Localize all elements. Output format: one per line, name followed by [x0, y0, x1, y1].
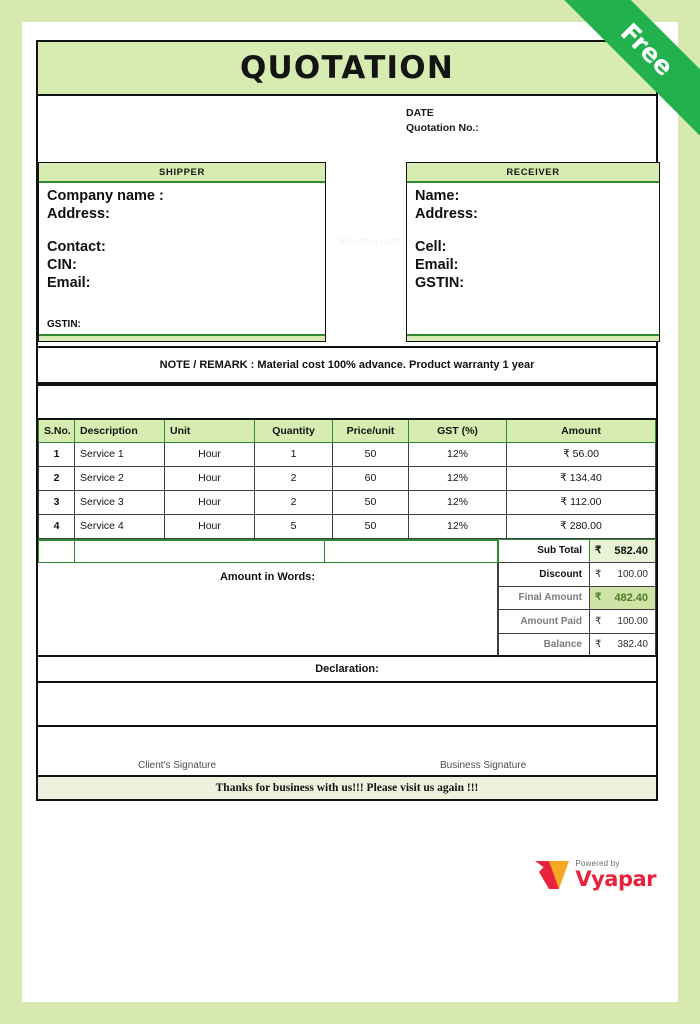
- amount-paid-label: Amount Paid: [498, 610, 590, 634]
- blank-ruled-table: [38, 540, 498, 563]
- vyapar-logo: [535, 860, 656, 890]
- total-row-sub-total: [498, 540, 656, 564]
- shipper-contact: Contact:: [47, 238, 106, 255]
- currency-symbol: ₹: [595, 545, 602, 557]
- receiver-box: [406, 162, 660, 342]
- vyapar-mark-icon: [535, 860, 569, 890]
- totals-column: [498, 540, 656, 658]
- column-header-price: Price/unit: [333, 419, 409, 442]
- column-header-sno: S.No.: [39, 419, 75, 442]
- free-ribbon-label: Free: [614, 17, 680, 82]
- blank-cell-rest: [325, 540, 498, 562]
- cell-quantity: 5: [255, 514, 333, 538]
- final-amount-amount: 482.40: [614, 591, 648, 604]
- currency-symbol: ₹: [595, 568, 602, 580]
- sub-total-value: [590, 540, 656, 564]
- cell-price: 50: [333, 514, 409, 538]
- shipper-heading: SHIPPER: [39, 163, 325, 183]
- discount-value: [590, 563, 656, 587]
- cell-price: 50: [333, 442, 409, 466]
- final-amount-label: Final Amount: [498, 587, 590, 611]
- vyapar-brand-name: Vyapar: [575, 867, 656, 891]
- total-row-balance: [498, 634, 656, 658]
- column-header-gst: GST (%): [409, 419, 507, 442]
- shipper-footer-strip: [39, 334, 325, 341]
- receiver-name: Name:: [415, 188, 460, 204]
- receiver-heading: RECEIVER: [407, 163, 659, 183]
- receiver-email: Email:: [415, 256, 459, 273]
- table-row[interactable]: [39, 490, 656, 514]
- receiver-cell: Cell:: [415, 238, 447, 255]
- table-row[interactable]: [39, 514, 656, 538]
- balance-amount: 382.40: [617, 638, 648, 650]
- watermark-text: Restaurant: [338, 236, 402, 248]
- total-row-discount: [498, 563, 656, 587]
- total-row-amount-paid: [498, 610, 656, 634]
- sub-total-label: Sub Total: [498, 540, 590, 564]
- parties-section: [38, 162, 656, 346]
- cell-amount: ₹ 56.00: [507, 442, 656, 466]
- items-table-header-row: [39, 419, 656, 442]
- page-title: QUOTATION: [240, 50, 454, 86]
- currency-symbol: ₹: [595, 638, 602, 650]
- receiver-gstin: GSTIN:: [415, 274, 465, 291]
- cell-price: 50: [333, 490, 409, 514]
- cell-description: Service 2: [75, 466, 165, 490]
- table-row[interactable]: [39, 442, 656, 466]
- spacer-row: [38, 384, 656, 418]
- column-header-amount: Amount: [507, 419, 656, 442]
- cell-description: Service 3: [75, 490, 165, 514]
- cell-sno: 4: [39, 514, 75, 538]
- column-header-unit: Unit: [165, 419, 255, 442]
- shipper-email: Email:: [47, 274, 91, 291]
- declaration-label: Declaration:: [38, 657, 656, 683]
- column-header-quantity: Quantity: [255, 419, 333, 442]
- powered-by-label: Powered by: [575, 859, 620, 868]
- discount-amount: 100.00: [617, 568, 648, 580]
- thanks-footer: Thanks for business with us!!! Please visit us again !!!: [38, 777, 656, 799]
- quotation-document: [36, 40, 658, 801]
- cell-gst: 12%: [409, 466, 507, 490]
- date-block: [406, 106, 479, 136]
- cell-sno: 3: [39, 490, 75, 514]
- items-table: [38, 418, 656, 539]
- amount-in-words: [38, 563, 498, 657]
- currency-symbol: ₹: [595, 592, 602, 604]
- amount-paid-value: [590, 610, 656, 634]
- cell-amount: ₹ 112.00: [507, 490, 656, 514]
- receiver-body: [407, 183, 659, 334]
- shipper-body: [39, 183, 325, 334]
- balance-label: Balance: [498, 634, 590, 658]
- title-band: [38, 42, 656, 96]
- date-zone: [38, 96, 656, 162]
- shipper-cin: CIN:: [47, 256, 77, 273]
- shipper-company-name: Company name :: [47, 188, 164, 204]
- currency-symbol: ₹: [595, 615, 602, 627]
- cell-amount: ₹ 134.40: [507, 466, 656, 490]
- cell-quantity: 1: [255, 442, 333, 466]
- amount-in-words-label: Amount in Words:: [219, 570, 316, 583]
- blank-cell-description: [75, 540, 325, 562]
- note-remark-text: NOTE / REMARK : Material cost 100% advance. Product warranty 1 year: [159, 359, 535, 371]
- blank-row: [39, 540, 498, 562]
- cell-sno: 2: [39, 466, 75, 490]
- cell-quantity: 2: [255, 490, 333, 514]
- declaration-body[interactable]: [38, 683, 656, 727]
- totals-section: [38, 539, 656, 658]
- column-header-description: Description: [75, 419, 165, 442]
- cell-unit: Hour: [165, 490, 255, 514]
- table-row[interactable]: [39, 466, 656, 490]
- note-remark-row: [38, 346, 656, 384]
- date-label: DATE: [406, 107, 434, 119]
- cell-gst: 12%: [409, 490, 507, 514]
- sub-total-amount: 582.40: [614, 544, 648, 557]
- cell-unit: Hour: [165, 466, 255, 490]
- balance-value: [590, 634, 656, 658]
- signature-row: [38, 727, 656, 777]
- total-row-final-amount: [498, 587, 656, 611]
- receiver-footer-strip: [407, 334, 659, 341]
- shipper-box: [38, 162, 326, 342]
- amount-paid-amount: 100.00: [617, 615, 648, 627]
- business-signature-label: Business Signature: [440, 760, 527, 771]
- cell-gst: 12%: [409, 514, 507, 538]
- shipper-address: Address:: [47, 205, 110, 222]
- cell-description: Service 4: [75, 514, 165, 538]
- cell-unit: Hour: [165, 514, 255, 538]
- shipper-gstin: GSTIN:: [47, 319, 81, 330]
- cell-price: 60: [333, 466, 409, 490]
- discount-label: Discount: [498, 563, 590, 587]
- vyapar-logo-text: [575, 860, 656, 890]
- quotation-no-label: Quotation No.:: [406, 122, 479, 135]
- cell-amount: ₹ 280.00: [507, 514, 656, 538]
- paper-sheet: [22, 22, 678, 1002]
- cell-gst: 12%: [409, 442, 507, 466]
- cell-sno: 1: [39, 442, 75, 466]
- cell-unit: Hour: [165, 442, 255, 466]
- final-amount-value: [590, 587, 656, 611]
- blank-cell-sno: [39, 540, 75, 562]
- receiver-address: Address:: [415, 205, 478, 222]
- cell-quantity: 2: [255, 466, 333, 490]
- cell-description: Service 1: [75, 442, 165, 466]
- client-signature-label: Client's Signature: [138, 760, 217, 771]
